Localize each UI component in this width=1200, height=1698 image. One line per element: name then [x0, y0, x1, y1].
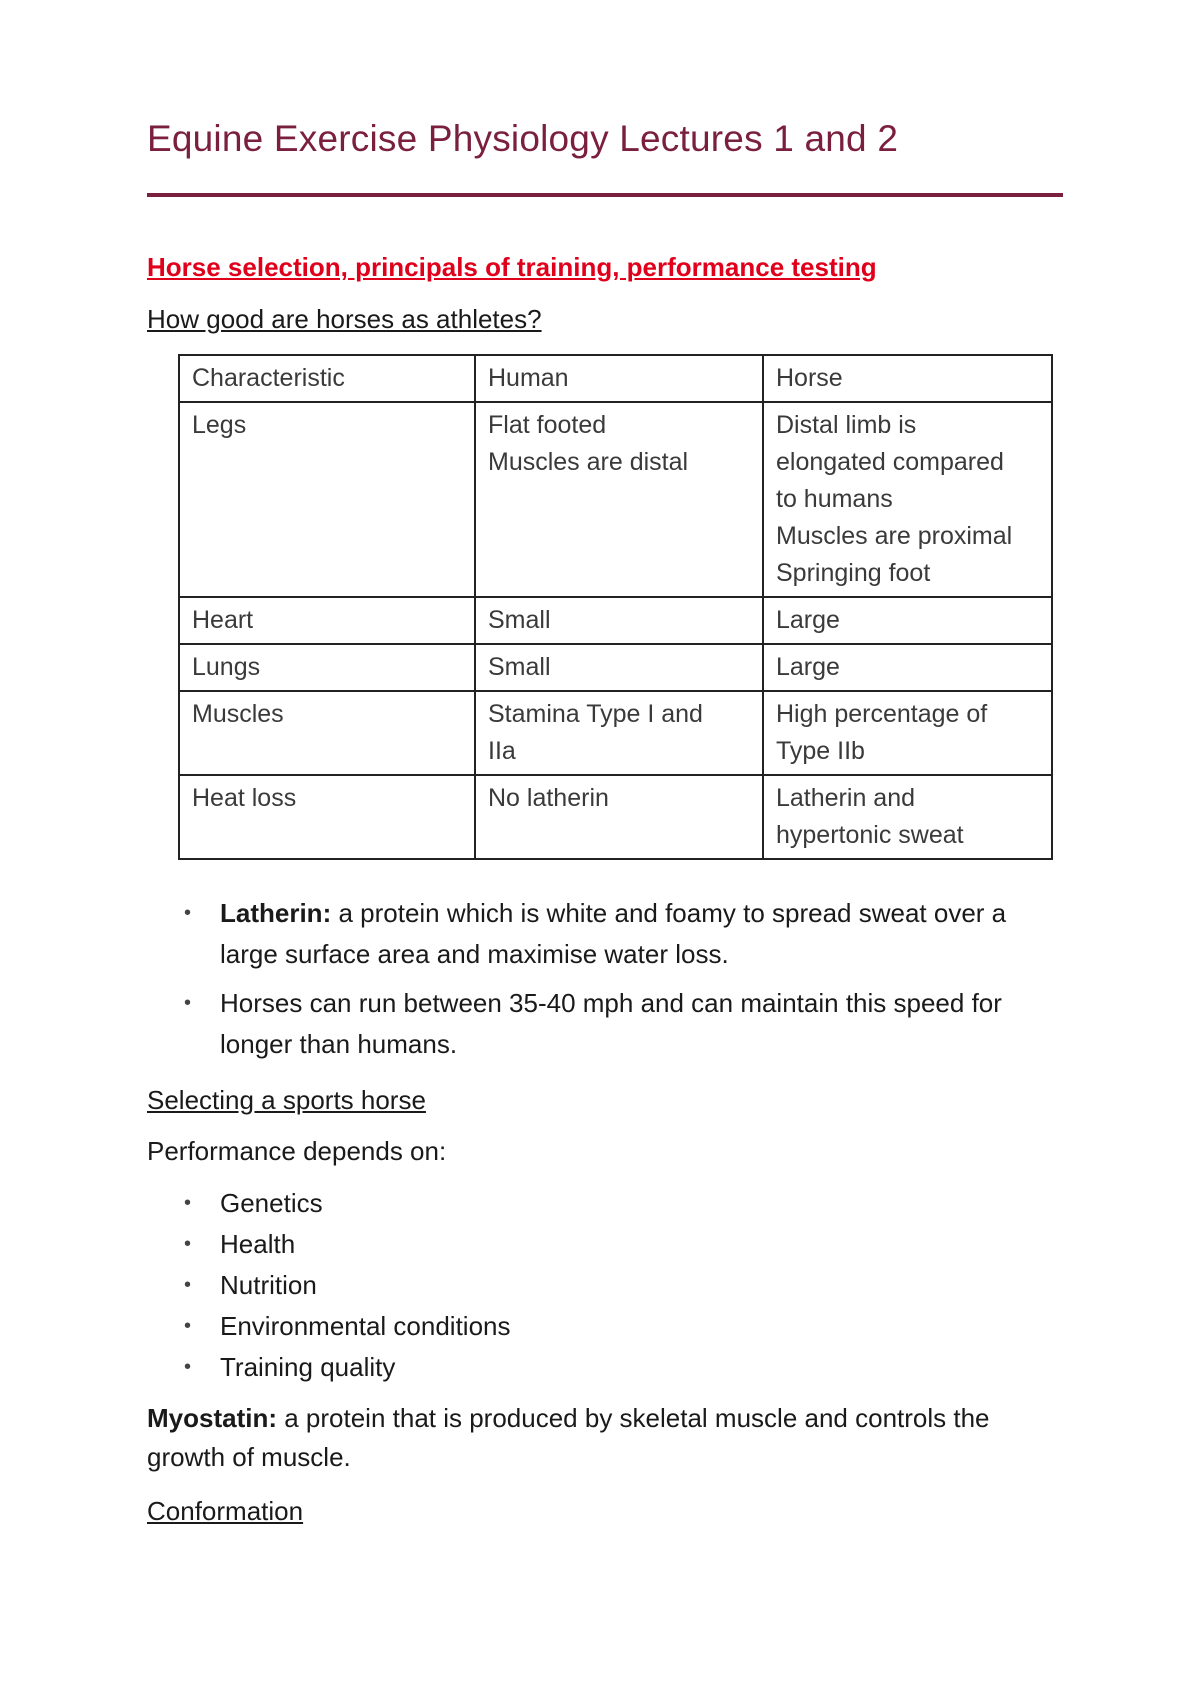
table-cell-characteristic: Muscles [179, 691, 475, 775]
table-header-row [179, 355, 1052, 402]
factor-label: Health [220, 1229, 296, 1259]
cell-line: Stamina Type I and [488, 700, 703, 728]
factor-label: Nutrition [220, 1270, 317, 1300]
list-item [147, 1183, 511, 1224]
facts-list [147, 893, 1107, 1073]
cell-line: Flat footed [488, 411, 607, 439]
cell-line: Springing foot [776, 559, 931, 587]
cell-line: High percentage of [776, 700, 988, 728]
table-cell-human: Small [475, 644, 763, 691]
myostatin-text: a protein that is produced by skeletal muscle and controls the [277, 1403, 990, 1433]
table-cell-human [475, 691, 763, 775]
table-cell-human [475, 402, 763, 597]
list-item [147, 893, 1107, 975]
table-header-cell: Human [475, 355, 763, 402]
table-row [179, 597, 1052, 644]
document-title: Equine Exercise Physiology Lectures 1 and 2 [147, 118, 899, 159]
table-cell-horse: Large [763, 644, 1052, 691]
list-item [147, 983, 1107, 1065]
table-cell-horse [763, 775, 1052, 859]
latherin-term: Latherin: [220, 898, 332, 928]
conformation-heading: Conformation [147, 1496, 304, 1526]
section-heading: Horse selection, principals of training, performance testing [147, 252, 877, 282]
table-cell-horse [763, 402, 1052, 597]
factor-label: Genetics [220, 1188, 323, 1218]
performance-factors-list [147, 1183, 511, 1388]
bullet-icon: • [184, 1274, 192, 1296]
bullet-icon: • [184, 1356, 192, 1378]
cell-line: Latherin and [776, 784, 916, 812]
table-row [179, 402, 1052, 597]
table-cell-horse [763, 691, 1052, 775]
myostatin-text-cont: growth of muscle. [147, 1442, 351, 1472]
list-item [147, 1224, 511, 1265]
table-cell-characteristic: Heat loss [179, 775, 475, 859]
factor-label: Training quality [220, 1352, 396, 1382]
table-row [179, 644, 1052, 691]
cell-line: Muscles are proximal [776, 522, 1013, 550]
cell-line: elongated compared [776, 448, 1004, 476]
cell-line: hypertonic sweat [776, 821, 964, 849]
table-header-cell: Horse [763, 355, 1052, 402]
table-cell-characteristic: Legs [179, 402, 475, 597]
speed-fact: Horses can run between 35-40 mph and can maintain this speed for [220, 988, 1002, 1018]
comparison-table [178, 354, 1053, 860]
list-item [147, 1347, 511, 1388]
cell-line: Muscles are distal [488, 448, 689, 476]
bullet-icon: • [184, 992, 192, 1014]
latherin-definition-cont: large surface area and maximise water loss. [220, 939, 729, 969]
selecting-heading: Selecting a sports horse [147, 1085, 426, 1115]
list-item [147, 1265, 511, 1306]
table-header-cell: Characteristic [179, 355, 475, 402]
cell-line: to humans [776, 485, 893, 513]
cell-line: IIa [488, 737, 516, 765]
factor-label: Environmental conditions [220, 1311, 511, 1341]
table-cell-characteristic: Heart [179, 597, 475, 644]
speed-fact-cont: longer than humans. [220, 1029, 458, 1059]
bullet-icon: • [184, 902, 192, 924]
latherin-definition: a protein which is white and foamy to spread sweat over a [331, 898, 1007, 928]
bullet-icon: • [184, 1315, 192, 1337]
cell-line: Distal limb is [776, 411, 917, 439]
myostatin-term: Myostatin: [147, 1403, 277, 1433]
bullet-icon: • [184, 1233, 192, 1255]
cell-line: Type IIb [776, 737, 865, 765]
table-cell-horse: Large [763, 597, 1052, 644]
title-divider [147, 193, 1063, 197]
performance-intro: Performance depends on: [147, 1136, 447, 1166]
table-cell-characteristic: Lungs [179, 644, 475, 691]
list-item [147, 1306, 511, 1347]
athletes-heading: How good are horses as athletes? [147, 304, 542, 334]
table-row [179, 691, 1052, 775]
table-cell-human: No latherin [475, 775, 763, 859]
myostatin-definition [147, 1399, 1087, 1477]
bullet-icon: • [184, 1192, 192, 1214]
table-row [179, 775, 1052, 859]
table-cell-human: Small [475, 597, 763, 644]
